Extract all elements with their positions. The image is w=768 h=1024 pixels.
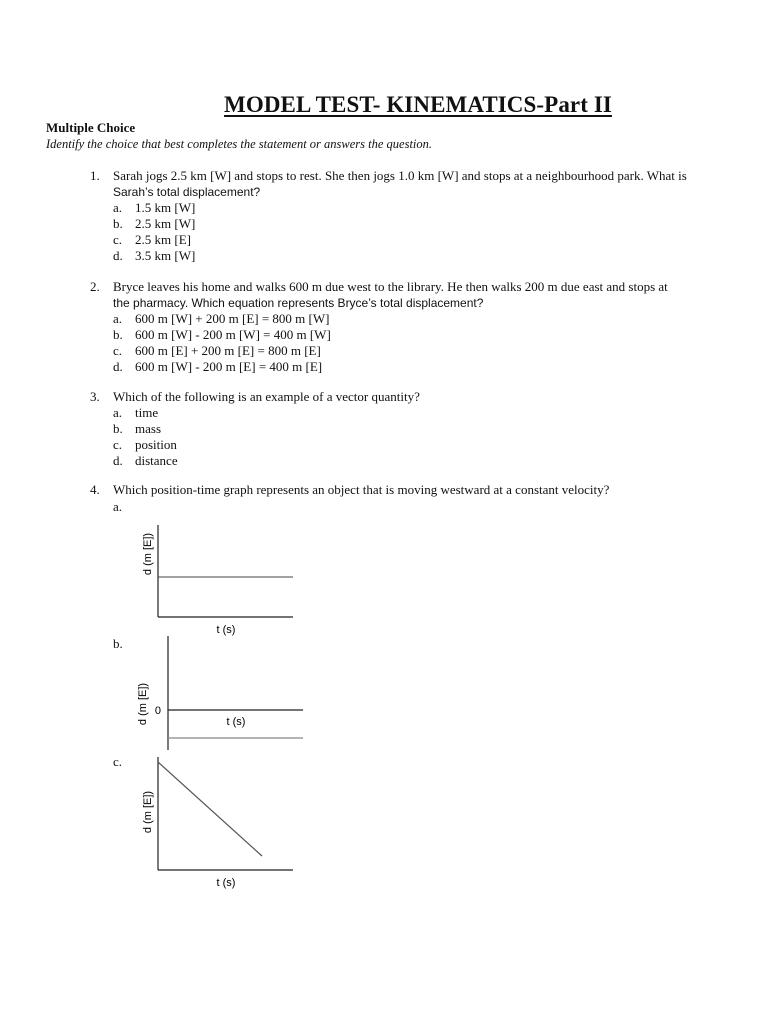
option-b[interactable]: b. mass <box>113 421 161 436</box>
page-title: MODEL TEST- KINEMATICS-Part II <box>224 92 612 117</box>
option-c[interactable]: c. position <box>113 437 177 452</box>
option-a[interactable]: a. 600 m [W] + 200 m [E] = 800 m [W] <box>113 311 330 326</box>
y-axis-label: d (m [E]) <box>142 532 154 576</box>
question-number: 1. <box>90 168 100 183</box>
graph-option-c-label[interactable]: c. <box>113 754 123 769</box>
question-4 <box>90 482 730 498</box>
graph-option-b[interactable] <box>130 634 310 754</box>
option-c[interactable]: c. 600 m [E] + 200 m [E] = 800 m [E] <box>113 343 321 358</box>
question-number: 2. <box>90 279 100 294</box>
option-a[interactable]: a. 1.5 km [W] <box>113 200 196 215</box>
question-stem: Bryce leaves his home and walks 600 m due west to the library. He then walks 200 m due east and stops at the pharmacy. Which equation represents Bryce’s total displacement? <box>113 279 668 310</box>
zero-label: 0 <box>154 705 161 717</box>
x-axis-label: t (s) <box>216 877 236 889</box>
graph-option-a[interactable] <box>130 520 310 640</box>
position-line <box>158 762 262 856</box>
question-stem: Which of the following is an example of a vector quantity? <box>113 389 420 404</box>
option-c[interactable]: c. 2.5 km [E] <box>113 232 191 247</box>
option-d[interactable]: d. 600 m [W] - 200 m [E] = 400 m [E] <box>113 359 323 374</box>
option-d[interactable]: d. distance <box>113 453 178 468</box>
question-number: 4. <box>90 482 100 497</box>
option-d[interactable]: d. 3.5 km [W] <box>113 248 196 263</box>
question-1 <box>90 168 730 264</box>
y-axis-label: d (m [E]) <box>137 682 149 726</box>
x-axis-label: t (s) <box>226 716 246 728</box>
option-b[interactable]: b. 600 m [W] - 200 m [W] = 400 m [W] <box>113 327 331 342</box>
section-heading: Multiple Choice <box>46 120 136 135</box>
y-axis-label: d (m [E]) <box>142 790 154 834</box>
question-2 <box>90 279 730 375</box>
question-number: 3. <box>90 389 100 404</box>
question-3 <box>90 389 730 469</box>
x-axis-label: t (s) <box>216 624 236 636</box>
question-stem: Sarah jogs 2.5 km [W] and stops to rest. She then jogs 1.0 km [W] and stops at a neighbourhood park. What is Sarah’s total displacement? <box>113 168 687 199</box>
instructions-text: Identify the choice that best completes the statement or answers the question. <box>46 137 433 151</box>
graph-option-b-label[interactable]: b. <box>113 636 123 651</box>
graph-option-c[interactable] <box>130 755 310 895</box>
graph-option-a-label[interactable]: a. <box>113 499 123 514</box>
option-b[interactable]: b. 2.5 km [W] <box>113 216 196 231</box>
option-a[interactable]: a. time <box>113 405 159 420</box>
question-stem: Which position-time graph represents an object that is moving westward at a constant velocity? <box>113 482 610 497</box>
